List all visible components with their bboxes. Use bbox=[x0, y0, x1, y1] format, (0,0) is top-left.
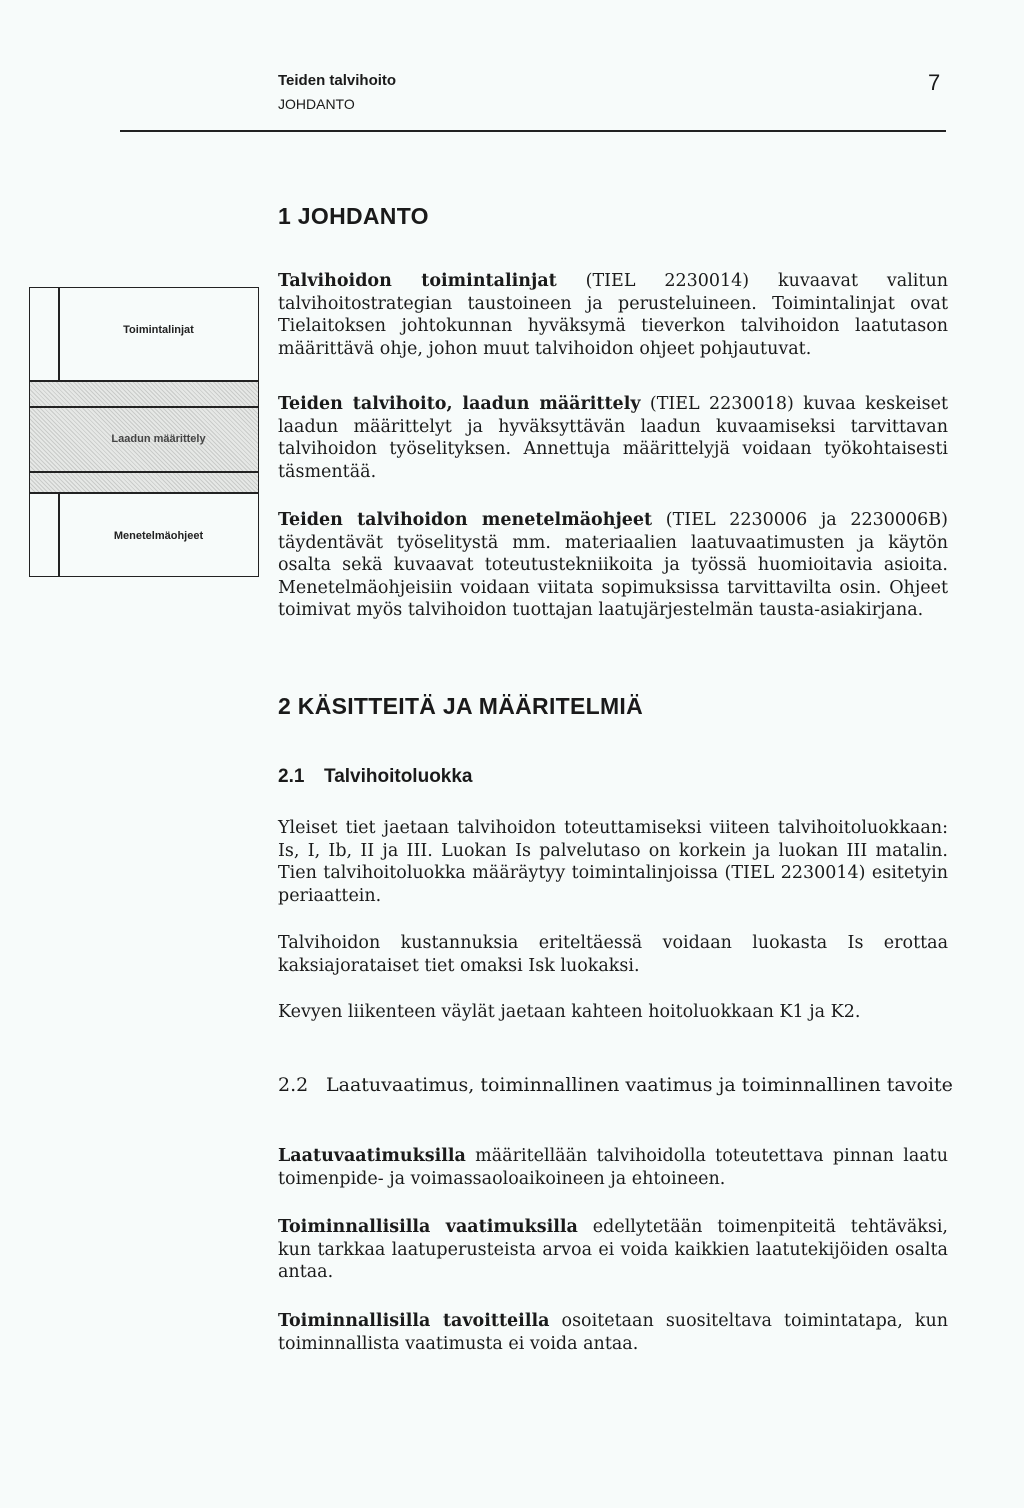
term-toiminnalliset-tavoitteet: Toiminnallisilla tavoitteilla bbox=[278, 1311, 550, 1331]
diagram-divider bbox=[30, 380, 258, 382]
paragraph-text: (TIEL 2230014) kuvaavat valitun talvihoitostrategian taustoineen ja perusteluineen. Toimintalinjat ovat Tielaitoksen johtokunnan hyväksymä tieverkon talvihoidon laatutason määrittävä ohje, johon muut talvihoidon ohjeet pohjautuvat. bbox=[278, 271, 948, 359]
diagram-label-laadun-maarittely: Laadun määrittely bbox=[111, 433, 206, 445]
term-laatuvaatimukset: Laatuvaatimuksilla bbox=[278, 1146, 466, 1166]
section-1-heading: 1 JOHDANTO bbox=[278, 203, 429, 229]
paragraph-text: määritellään talvihoidolla toteutettava pinnan laatu toimenpide- ja voimassaoloaikoineen ja ehtoineen. bbox=[278, 1146, 948, 1189]
subsection-2-1-heading bbox=[278, 766, 473, 788]
paragraph-talvihoitoluokat: Yleiset tiet jaetaan talvihoidon toteuttamiseksi viiteen talvihoitoluokkaan: Is, I, Ib, II ja III. Luokan Is palvelutaso on korkein ja luokan III matalin. Tien talvihoitoluokka määräytyy toimintalinjoissa (TIEL 2230014) esitetyin periaattein. bbox=[278, 818, 948, 906]
diagram-label-menetelmaohjeet: Menetelmäohjeet bbox=[113, 530, 204, 542]
term-toiminnalliset-vaatimukset: Toiminnallisilla vaatimuksilla bbox=[278, 1217, 578, 1237]
diagram-label-toimintalinjat: Toimintalinjat bbox=[123, 324, 194, 336]
paragraph-kustannukset: Talvihoidon kustannuksia eriteltäessä voidaan luokasta Is erottaa kaksiajorataiset tiet omaksi Isk luokaksi. bbox=[278, 933, 948, 976]
term-toimintalinjat: Talvihoidon toimintalinjat bbox=[278, 271, 557, 291]
paragraph-toimintalinjat bbox=[278, 270, 948, 360]
diagram-divider bbox=[30, 471, 258, 473]
paragraph-text: osoitetaan suositeltava toimintatapa, kun toiminnallista vaatimusta ei voida antaa. bbox=[278, 1311, 949, 1354]
guideline-hierarchy-diagram bbox=[29, 287, 259, 577]
subsection-2-2-heading bbox=[278, 1073, 958, 1097]
diagram-divider bbox=[30, 406, 258, 408]
term-laadun-maarittely: Teiden talvihoito, laadun määrittely bbox=[278, 394, 641, 414]
paragraph-toiminnalliset-tavoitteet bbox=[278, 1310, 948, 1355]
paragraph-kevyen-liikenteen-vaylat: Kevyen liikenteen väylät jaetaan kahteen hoitoluokkaan K1 ja K2. bbox=[278, 1002, 861, 1022]
section-2-heading: 2 KÄSITTEITÄ JA MÄÄRITELMIÄ bbox=[278, 693, 644, 719]
header-divider bbox=[120, 130, 946, 132]
page-number: 7 bbox=[928, 70, 941, 95]
paragraph-text: (TIEL 2230018) kuvaa keskeiset laadun määrittelyt ja hyväksyttävän laadun kuvaamiseksi tarvittavan talvihoidon työselityksen. Annettuja määrittelyjä voidaan työkohtaisesti täsmentää. bbox=[278, 394, 948, 482]
subsection-number: 2.1 bbox=[278, 766, 305, 787]
paragraph-laatuvaatimukset bbox=[278, 1145, 948, 1190]
paragraph-text: (TIEL 2230006 ja 2230006B) täydentävät työselitystä mm. materiaalien laatuvaatimusten ja käytön osalta sekä kuvaavat toteutustekniikoita ja työssä huomioitavia asioita. Menetelmäohjeisiin voidaan viitata sopimuksissa tarvittavilta osin. Ohjeet toimivat myös talvihoidon tuottajan laatujärjestelmän tausta-asiakirjana. bbox=[278, 510, 948, 620]
running-header-subtitle: JOHDANTO bbox=[278, 96, 355, 112]
paragraph-laadun-maarittely bbox=[278, 393, 948, 483]
subsection-number: 2.2 bbox=[278, 1074, 309, 1096]
term-menetelmaohjeet: Teiden talvihoidon menetelmäohjeet bbox=[278, 510, 653, 530]
paragraph-menetelmaohjeet bbox=[278, 509, 948, 622]
subsection-title: Talvihoitoluokka bbox=[324, 766, 473, 787]
paragraph-text: edellytetään toimenpiteitä tehtäväksi, kun tarkkaa laatuperusteista arvoa ei voida kaikkien laatutekijöiden osalta antaa. bbox=[278, 1217, 948, 1282]
subsection-title: Laatuvaatimus, toiminnallinen vaatimus ja toiminnallinen tavoite bbox=[326, 1074, 953, 1096]
paragraph-toiminnalliset-vaatimukset bbox=[278, 1216, 948, 1284]
running-header-title: Teiden talvihoito bbox=[278, 72, 397, 89]
diagram-divider bbox=[30, 492, 258, 494]
